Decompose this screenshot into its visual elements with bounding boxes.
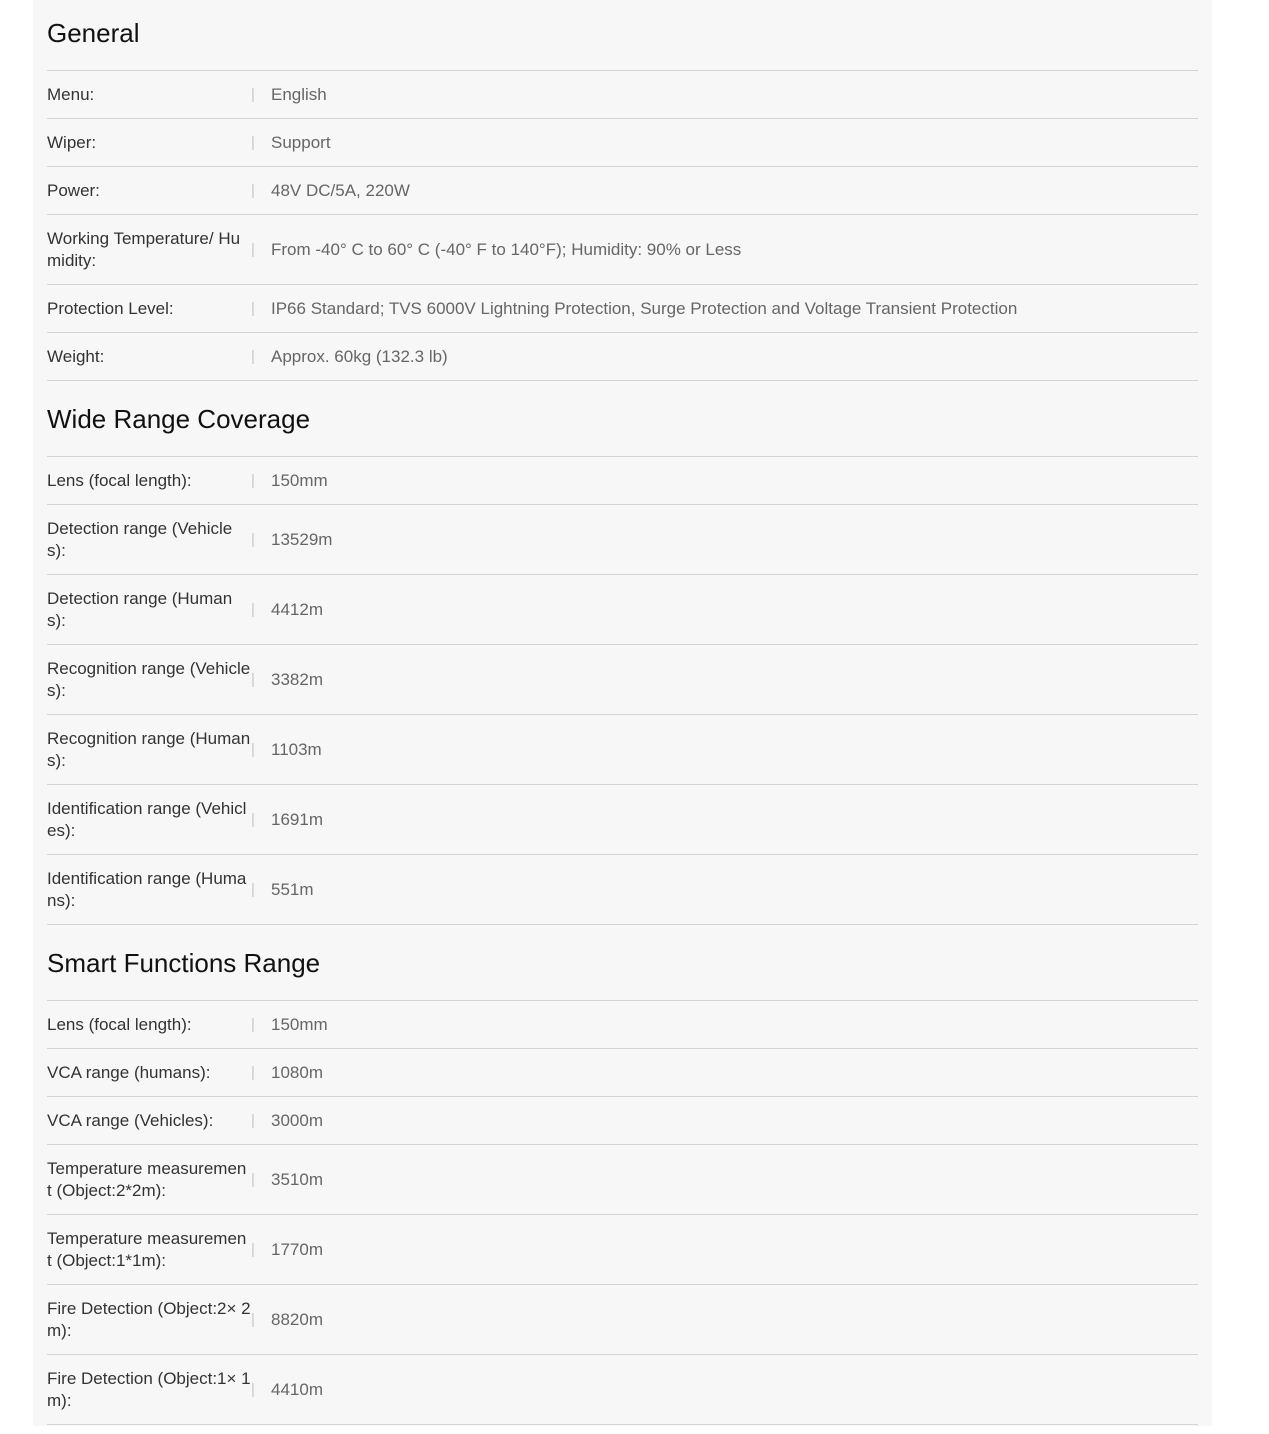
spec-row	[47, 71, 1198, 119]
spec-label: Weight:	[47, 346, 105, 366]
spec-panel	[33, 0, 1212, 1426]
spec-value: 13529m	[271, 529, 333, 549]
spec-label: Recognition range (Humans):	[47, 728, 251, 770]
spec-value: IP66 Standard; TVS 6000V Lightning Protection, Surge Protection and Voltage Transient Protection	[271, 298, 1018, 318]
spec-label: Lens (focal length):	[47, 1014, 192, 1034]
spec-value: 1691m	[271, 809, 323, 829]
separator: |	[251, 1112, 255, 1129]
separator: |	[251, 182, 255, 199]
spec-row	[47, 1145, 1198, 1215]
spec-label: Detection range (Humans):	[47, 588, 233, 630]
spec-row	[47, 1049, 1198, 1097]
spec-label: Temperature measurement (Object:1*1m):	[47, 1228, 247, 1270]
spec-value: 1770m	[271, 1239, 323, 1259]
spec-label: Detection range (Vehicles):	[47, 518, 233, 560]
separator: |	[251, 300, 255, 317]
separator: |	[251, 1381, 255, 1398]
separator: |	[251, 134, 255, 151]
spec-row	[47, 457, 1198, 505]
spec-row	[47, 1215, 1198, 1285]
spec-label: Temperature measurement (Object:2*2m):	[47, 1158, 247, 1200]
spec-row	[47, 215, 1198, 285]
spec-row	[47, 645, 1198, 715]
spec-content	[47, 0, 1198, 1425]
spec-label: Identification range (Humans):	[47, 868, 247, 910]
spec-label: Fire Detection (Object:1× 1 m):	[47, 1368, 251, 1410]
spec-value: Support	[271, 132, 331, 152]
spec-value: Approx. 60kg (132.3 lb)	[271, 346, 448, 366]
spec-row	[47, 505, 1198, 575]
separator: |	[251, 472, 255, 489]
spec-row	[47, 119, 1198, 167]
spec-label: Recognition range (Vehicles):	[47, 658, 251, 700]
spec-value: 4410m	[271, 1379, 323, 1399]
spec-row	[47, 1285, 1198, 1355]
spec-row	[47, 1355, 1198, 1425]
section-general	[47, 0, 1198, 381]
section-smart-functions-range	[47, 925, 1198, 1425]
separator: |	[251, 1241, 255, 1258]
spec-row	[47, 285, 1198, 333]
separator: |	[251, 601, 255, 618]
spec-value: 150mm	[271, 470, 328, 490]
spec-label: Identification range (Vehicles):	[47, 798, 247, 840]
spec-value: English	[271, 84, 327, 104]
spec-value: 551m	[271, 879, 314, 899]
separator: |	[251, 1311, 255, 1328]
separator: |	[251, 881, 255, 898]
spec-label: VCA range (Vehicles):	[47, 1110, 214, 1130]
spec-row	[47, 855, 1198, 925]
spec-value: 8820m	[271, 1309, 323, 1329]
spec-row	[47, 715, 1198, 785]
separator: |	[251, 1171, 255, 1188]
spec-row	[47, 1097, 1198, 1145]
separator: |	[251, 241, 255, 258]
spec-value: 48V DC/5A, 220W	[271, 180, 410, 200]
separator: |	[251, 1064, 255, 1081]
separator: |	[251, 1016, 255, 1033]
spec-row	[47, 1001, 1198, 1049]
spec-label: VCA range (humans):	[47, 1062, 211, 1082]
spec-value: 3000m	[271, 1110, 323, 1130]
spec-row	[47, 785, 1198, 855]
spec-label: Working Temperature/ Humidity:	[47, 228, 241, 270]
spec-value: 3382m	[271, 669, 323, 689]
spec-value: 3510m	[271, 1169, 323, 1189]
section-wide-range-coverage	[47, 381, 1198, 925]
spec-table	[47, 456, 1198, 925]
spec-label: Menu:	[47, 84, 95, 104]
separator: |	[251, 811, 255, 828]
section-title: Wide Range Coverage	[47, 404, 311, 434]
separator: |	[251, 671, 255, 688]
spec-value: 150mm	[271, 1014, 328, 1034]
spec-label: Lens (focal length):	[47, 470, 192, 490]
spec-value: 4412m	[271, 599, 323, 619]
spec-value: 1080m	[271, 1062, 323, 1082]
separator: |	[251, 531, 255, 548]
spec-value: 1103m	[271, 739, 322, 759]
section-title: General	[47, 18, 140, 48]
separator: |	[251, 741, 255, 758]
spec-row	[47, 167, 1198, 215]
spec-label: Wiper:	[47, 132, 97, 152]
separator: |	[251, 348, 255, 365]
spec-label: Fire Detection (Object:2× 2 m):	[47, 1298, 251, 1340]
spec-row	[47, 575, 1198, 645]
spec-table	[47, 70, 1198, 381]
section-title: Smart Functions Range	[47, 948, 321, 978]
separator: |	[251, 86, 255, 103]
spec-label: Power:	[47, 180, 100, 200]
spec-row	[47, 333, 1198, 381]
spec-label: Protection Level:	[47, 298, 174, 318]
spec-value: From -40° C to 60° C (-40° F to 140°F); Humidity: 90% or Less	[271, 239, 742, 259]
spec-table	[47, 1000, 1198, 1425]
